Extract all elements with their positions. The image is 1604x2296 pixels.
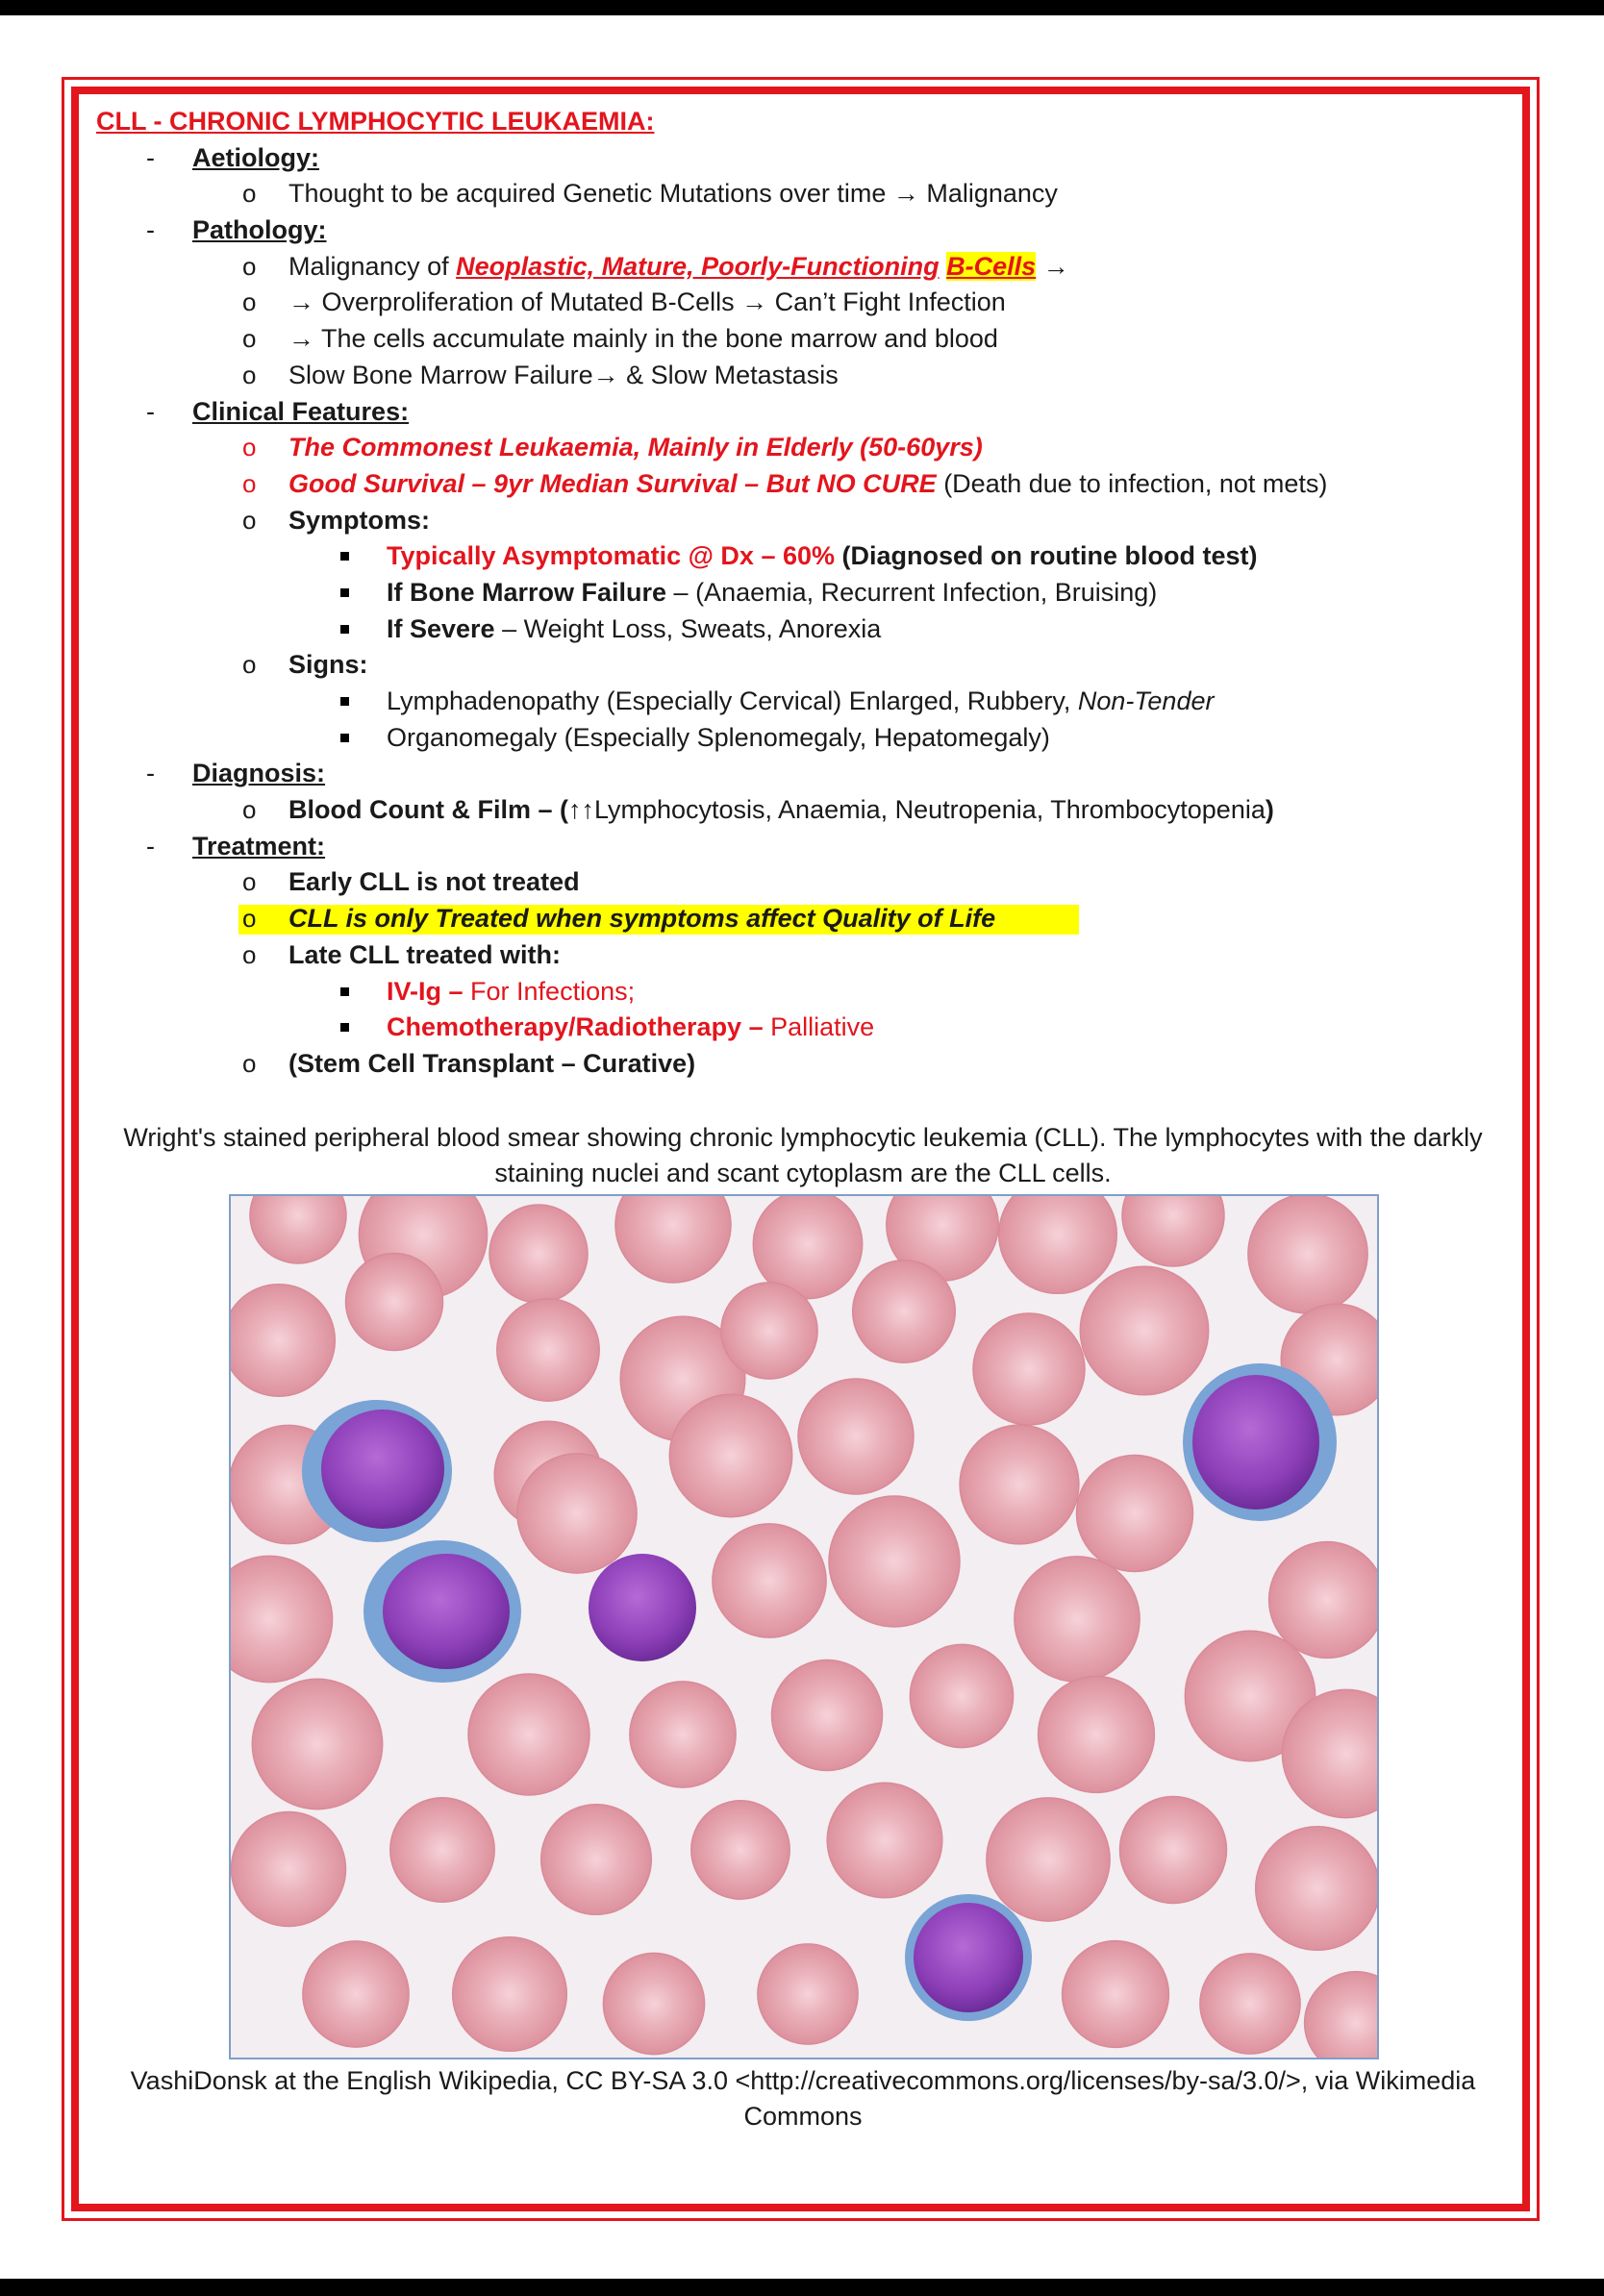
circle-bullet: o: [242, 1048, 257, 1078]
severe-label: If Severe: [387, 613, 495, 643]
ivig-label: IV-Ig –: [387, 976, 464, 1006]
asymptomatic-emphasis: Typically Asymptomatic @ Dx – 60%: [387, 541, 836, 571]
treatment-sub-text-1: [387, 974, 635, 1011]
red-blood-cell: [1200, 1954, 1300, 2054]
circle-bullet: o: [242, 505, 257, 535]
red-blood-cell: [1015, 1557, 1140, 1682]
pathology-item-1: [96, 249, 1510, 286]
pathology-heading-row: [96, 212, 1510, 249]
pathology-item-3: [96, 321, 1510, 358]
treatment-heading-row: [96, 829, 1510, 865]
red-blood-cell: [1120, 1797, 1227, 1904]
diagnosis-heading: Diagnosis:: [192, 759, 326, 788]
symptom-item-1: [96, 538, 1510, 575]
title-row: [96, 104, 1510, 140]
red-blood-cell: [1305, 1972, 1377, 2058]
symptoms-row: [96, 503, 1510, 539]
circle-bullet: o: [242, 251, 257, 281]
document-body: [96, 104, 1510, 1083]
red-blood-cell: [1080, 1266, 1208, 1394]
pathology-prefix: Malignancy of: [288, 251, 457, 281]
red-blood-cell: [615, 1196, 731, 1283]
pathology-text-2: → Overproliferation of Mutated B-Cells → Can’t Fight Infection: [288, 287, 1006, 317]
red-blood-cell: [453, 1937, 567, 2052]
dash-bullet: -: [146, 831, 155, 861]
red-blood-cell: [827, 1783, 942, 1898]
symptom-text-1: [387, 538, 1258, 575]
dash-bullet: -: [146, 142, 155, 172]
red-blood-cell: [987, 1798, 1110, 1921]
bone-marrow-label: If Bone Marrow Failure: [387, 577, 667, 607]
clinical-heading-row: [96, 394, 1510, 431]
blood-count-findings: ↑↑Lymphocytosis, Anaemia, Neutropenia, Thrombocytopenia: [567, 795, 1266, 825]
pathology-text-3: → The cells accumulate mainly in the bone marrow and blood: [288, 324, 998, 354]
red-blood-cell: [603, 1953, 704, 2054]
clinical-item-1: [96, 430, 1510, 466]
pathology-item-4: [96, 358, 1510, 394]
red-blood-cell: [798, 1379, 914, 1494]
figure-caption: Wright's stained peripheral blood smear showing chronic lymphocytic leukemia (CLL). The lymphocytes with the darkly staining nuclei and scant cytoplasm are the CLL cells.: [123, 1123, 1483, 1187]
red-blood-cell: [758, 1944, 858, 2044]
red-blood-cell: [346, 1254, 443, 1351]
red-blood-cell: [1063, 1941, 1169, 2048]
sign-text-1: [387, 684, 1214, 720]
red-blood-cell: [489, 1205, 588, 1303]
aetiology-heading-row: [96, 140, 1510, 177]
red-blood-cell: [1248, 1196, 1367, 1313]
square-bullet: [340, 625, 349, 634]
red-blood-cell: [721, 1283, 817, 1379]
lymphadenopathy-text: Lymphadenopathy (Especially Cervical) Enlarged, Rubbery,: [387, 686, 1078, 715]
dash-bullet: -: [146, 215, 155, 245]
red-blood-cell: [1122, 1196, 1224, 1266]
red-blood-cell: [231, 1285, 335, 1397]
symptom-item-2: [96, 575, 1510, 611]
red-blood-cell: [390, 1798, 494, 1902]
red-blood-cell: [1077, 1456, 1193, 1572]
blood-smear-image: [229, 1194, 1379, 2059]
treatment-item-2: [96, 901, 1510, 937]
red-blood-cell: [541, 1805, 652, 1915]
symptom-item-3: [96, 611, 1510, 648]
treatment-item-3: [96, 937, 1510, 974]
square-bullet: [340, 987, 349, 996]
clinical-heading: Clinical Features:: [192, 396, 410, 426]
red-blood-cell: [1256, 1827, 1377, 1951]
pathology-item-2: [96, 285, 1510, 321]
square-bullet: [340, 1023, 349, 1032]
top-edge-bar: [0, 0, 1604, 15]
red-blood-cell: [497, 1299, 599, 1401]
circle-bullet: o: [242, 867, 257, 897]
symptoms-label: Symptoms:: [288, 505, 431, 535]
red-blood-cell: [999, 1196, 1117, 1293]
clinical-text-1: The Commonest Leukaemia, Mainly in Elderly (50-60yrs): [288, 433, 983, 462]
red-blood-cell: [303, 1941, 409, 2047]
sign-item-1: [96, 684, 1510, 720]
chemo-rest: Palliative: [763, 1012, 875, 1042]
square-bullet: [340, 734, 349, 742]
treatment-sub-2: [96, 1010, 1510, 1046]
aetiology-text: Thought to be acquired Genetic Mutations over time → Malignancy: [288, 179, 1058, 209]
circle-bullet: o: [242, 433, 257, 462]
diagnosis-text-1: [288, 792, 1274, 829]
dash-bullet: -: [146, 396, 155, 426]
treatment-text-1: Early CLL is not treated: [288, 867, 580, 897]
square-bullet: [340, 697, 349, 706]
sign-text-2: Organomegaly (Especially Splenomegaly, Hepatomegaly): [387, 722, 1050, 752]
chemo-label: Chemotherapy/Radiotherapy –: [387, 1012, 764, 1042]
circle-bullet: o: [242, 939, 257, 969]
aetiology-item: [96, 176, 1510, 212]
pathology-emphasis: Neoplastic, Mature, Poorly-Functioning: [456, 251, 940, 281]
red-blood-cell: [231, 1556, 333, 1682]
pathology-text-4: Slow Bone Marrow Failure→ & Slow Metastasis: [288, 360, 839, 389]
circle-bullet: o: [242, 650, 257, 680]
blood-count-label: Blood Count & Film – (: [288, 795, 568, 825]
aetiology-heading: Aetiology:: [192, 142, 319, 172]
treatment-sub-text-2: [387, 1010, 874, 1046]
red-blood-cell: [829, 1496, 960, 1627]
non-tender-text: Non-Tender: [1077, 686, 1215, 715]
pathology-text-1: [288, 249, 1069, 286]
circle-bullet: o: [242, 324, 257, 354]
treatment-item-4: [96, 1046, 1510, 1083]
treatment-text-2: CLL is only Treated when symptoms affect Quality of Life: [288, 904, 996, 934]
symptom-text-3: [387, 611, 881, 648]
circle-bullet: o: [242, 360, 257, 389]
red-blood-cell: [853, 1260, 956, 1363]
pathology-heading: Pathology:: [192, 215, 327, 245]
symptom-text-2: [387, 575, 1157, 611]
survival-emphasis: Good Survival – 9yr Median Survival – But NO CURE: [288, 468, 937, 498]
diagnosis-item-1: [96, 792, 1510, 829]
blood-smear-illustration: [231, 1196, 1377, 2058]
signs-row: [96, 647, 1510, 684]
red-blood-cell: [630, 1682, 736, 1787]
treatment-text-3: Late CLL treated with:: [288, 939, 562, 969]
circle-bullet: o: [242, 904, 257, 934]
sign-item-2: [96, 720, 1510, 757]
treatment-item-1: [96, 864, 1510, 901]
dash-bullet: -: [146, 759, 155, 788]
circle-bullet: o: [242, 179, 257, 209]
diagnosis-heading-row: [96, 756, 1510, 792]
treatment-text-4: (Stem Cell Transplant – Curative): [288, 1048, 696, 1078]
clinical-text-2: [288, 466, 1327, 503]
red-blood-cell: [691, 1801, 789, 1899]
red-blood-cell: [973, 1313, 1085, 1425]
blood-count-close: ): [1265, 795, 1274, 825]
severe-rest: – Weight Loss, Sweats, Anorexia: [494, 613, 882, 643]
red-blood-cell: [1039, 1677, 1155, 1793]
circle-bullet: o: [242, 468, 257, 498]
signs-label: Signs:: [288, 650, 368, 680]
asymptomatic-rest: (Diagnosed on routine blood test): [835, 541, 1258, 571]
red-blood-cell: [517, 1454, 637, 1573]
square-bullet: [340, 552, 349, 561]
ivig-rest: For Infections;: [463, 976, 636, 1006]
page-title: CLL - CHRONIC LYMPHOCYTIC LEUKAEMIA:: [96, 107, 655, 136]
treatment-sub-1: [96, 974, 1510, 1011]
red-blood-cell: [669, 1394, 791, 1516]
clinical-item-2: [96, 466, 1510, 503]
bone-marrow-rest: – (Anaemia, Recurrent Infection, Bruising): [666, 577, 1158, 607]
b-cells-highlight: B-Cells: [946, 251, 1037, 281]
red-blood-cell: [910, 1644, 1013, 1747]
bottom-edge-bar: [0, 2279, 1604, 2296]
pathology-suffix: →: [1036, 251, 1069, 281]
survival-rest: (Death due to infection, not mets): [936, 468, 1328, 498]
red-blood-cell: [250, 1196, 346, 1263]
red-blood-cell: [713, 1524, 826, 1637]
circle-bullet: o: [242, 795, 257, 825]
treatment-heading: Treatment:: [192, 831, 326, 861]
image-credit: VashiDonsk at the English Wikipedia, CC BY-SA 3.0 <http://creativecommons.org/licenses/by-sa/3.0/>, via Wikimedia Commons: [130, 2066, 1476, 2131]
red-blood-cell: [232, 1812, 346, 1927]
red-blood-cell: [960, 1425, 1079, 1544]
red-blood-cell: [772, 1660, 883, 1771]
square-bullet: [340, 588, 349, 597]
red-blood-cell: [468, 1674, 589, 1795]
circle-bullet: o: [242, 287, 257, 317]
red-blood-cell: [252, 1679, 382, 1809]
